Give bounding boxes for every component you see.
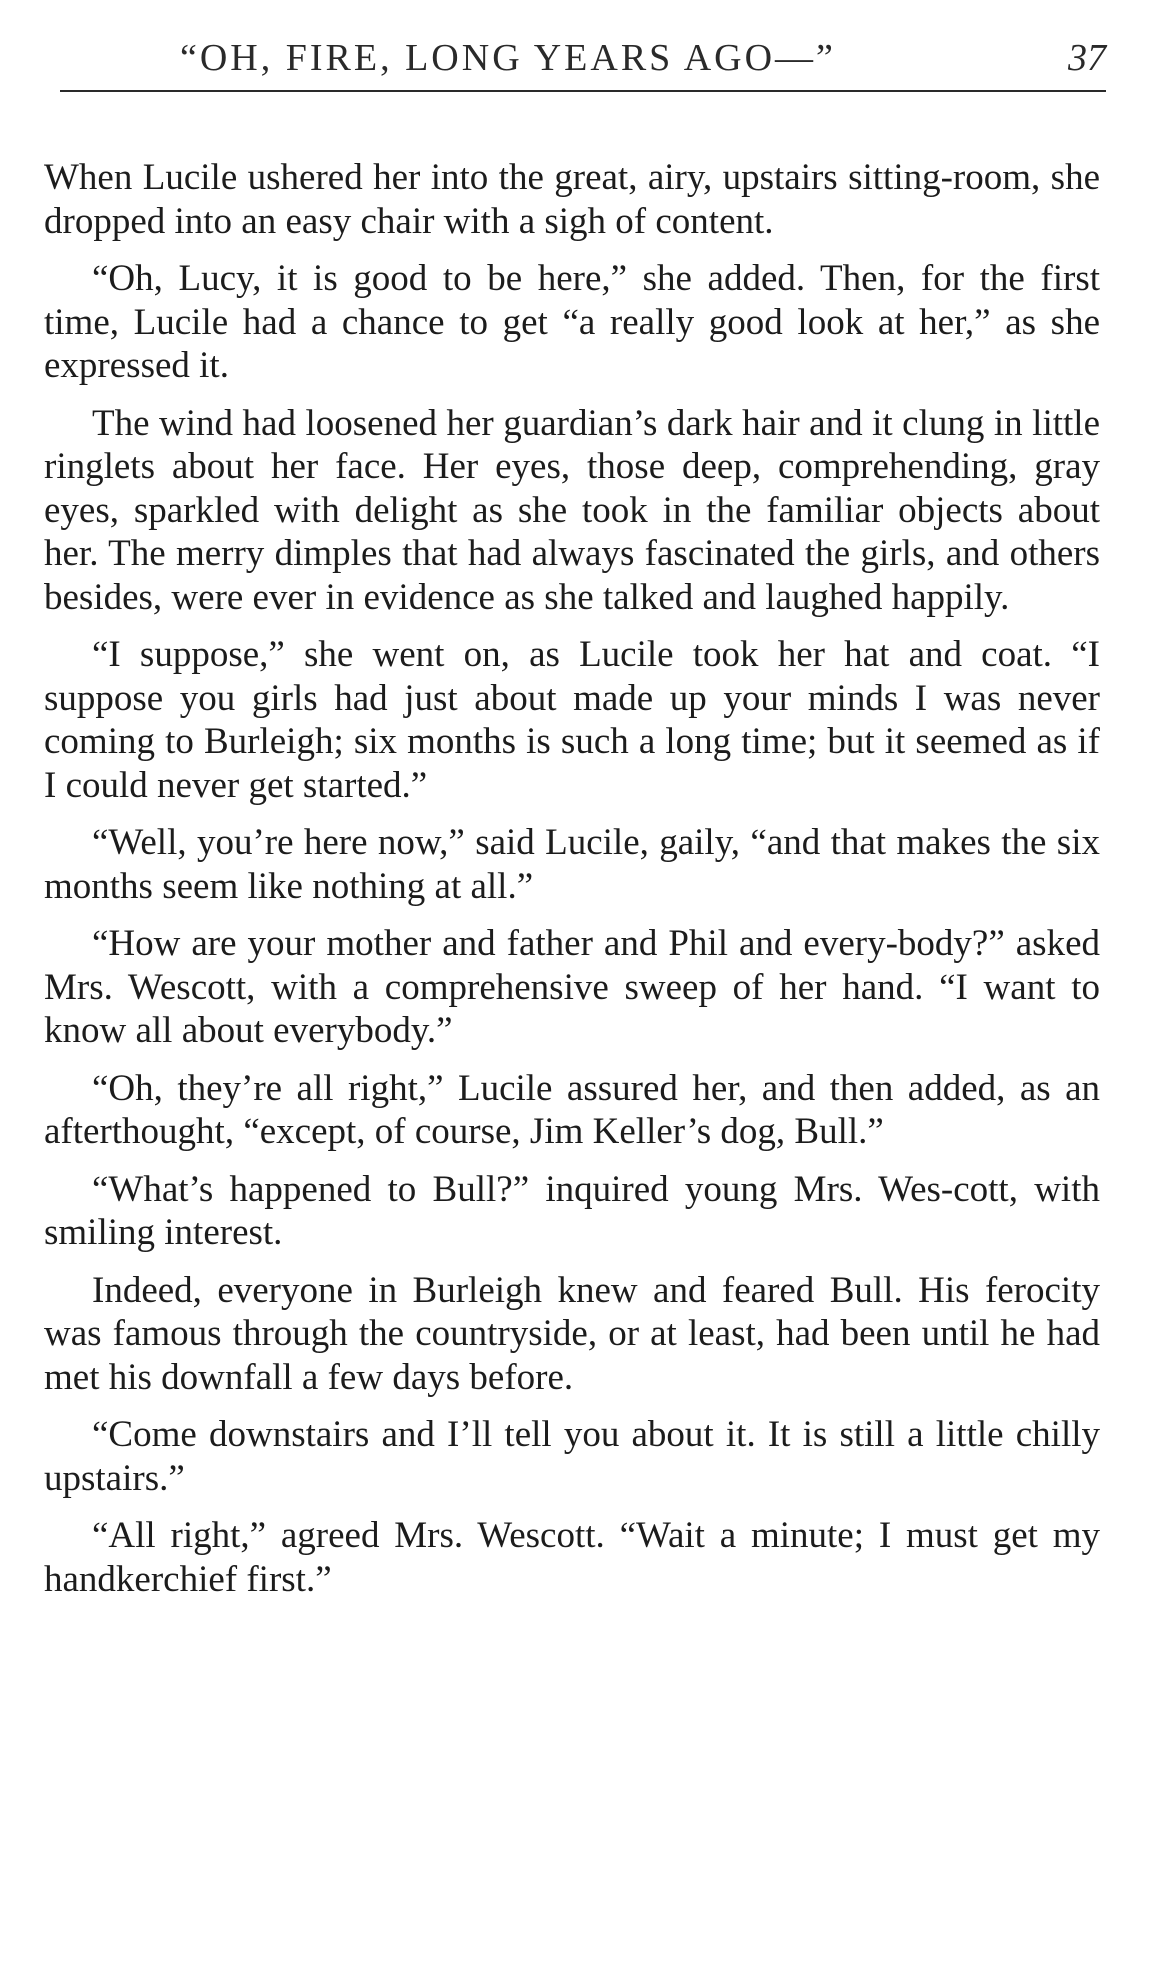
paragraph: “How are your mother and father and Phil and every-body?” asked Mrs. Wescott, with a comprehensive sweep of her hand. “I want to know all about everybody.”	[44, 923, 1100, 1051]
paragraph: “What’s happened to Bull?” inquired young Mrs. Wes-cott, with smiling interest.	[44, 1168, 1100, 1253]
paragraph: “Come downstairs and I’ll tell you about it. It is still a little chilly upstairs.”	[44, 1414, 1100, 1499]
paragraph: “All right,” agreed Mrs. Wescott. “Wait a minute; I must get my handkerchief first.”	[44, 1515, 1100, 1600]
paragraph: “Oh, they’re all right,” Lucile assured her, and then added, as an afterthought, “except, of course, Jim Keller’s dog, Bull.”	[44, 1067, 1100, 1152]
paragraph: When Lucile ushered her into the great, airy, upstairs sitting-room, she dropped into an easy chair with a sigh of content.	[44, 157, 1100, 242]
paragraph: Indeed, everyone in Burleigh knew and feared Bull. His ferocity was famous through the countryside, or at least, had been until he had met his downfall a few days before.	[44, 1269, 1100, 1398]
body-text	[44, 156, 1100, 1615]
paragraph: “Oh, Lucy, it is good to be here,” she added. Then, for the first time, Lucile had a chance to get “a really good look at her,” as she expressed it.	[44, 258, 1100, 386]
paragraph: “Well, you’re here now,” said Lucile, gaily, “and that makes the six months seem like nothing at all.”	[44, 822, 1100, 907]
running-head	[60, 30, 1106, 92]
paragraph: “I suppose,” she went on, as Lucile took her hat and coat. “I suppose you girls had just about made up your minds I was never coming to Burleigh; six months is such a long time; but it seemed as if I could never get started.”	[44, 634, 1100, 806]
paragraph: The wind had loosened her guardian’s dark hair and it clung in little ringlets about her face. Her eyes, those deep, comprehending, gray eyes, sparkled with delight as she took in the familiar objects about her. The merry dimples that had always fascinated the girls, and others besides, were ever in evidence as she talked and laughed happily.	[44, 402, 1100, 618]
chapter-title: “OH, FIRE, LONG YEARS AGO—”	[180, 37, 836, 79]
page-number: 37	[1068, 37, 1106, 79]
